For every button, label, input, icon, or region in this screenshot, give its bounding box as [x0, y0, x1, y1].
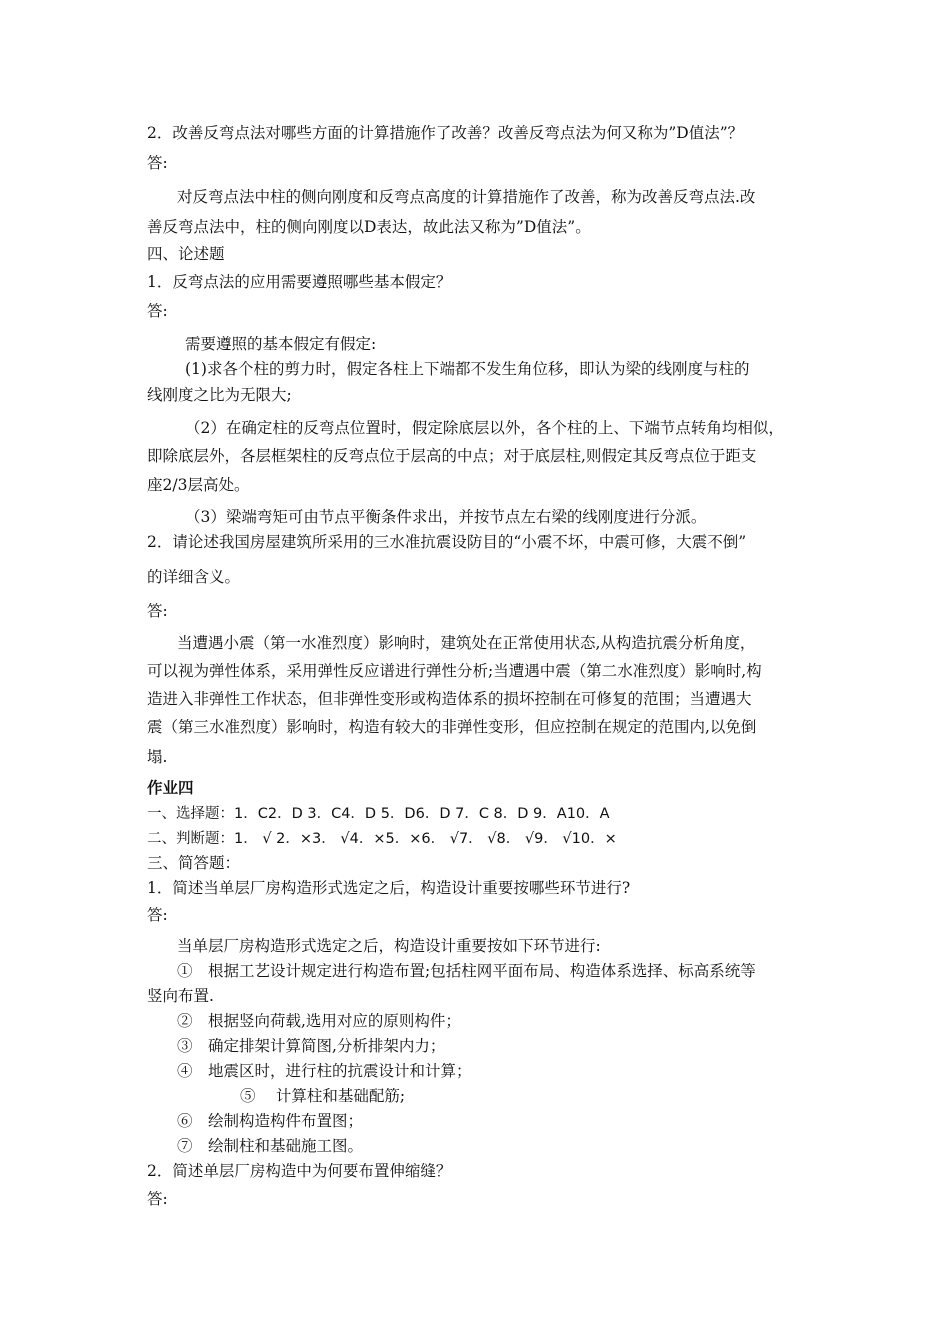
paragraph-line: 线刚度之比为无限大;: [147, 386, 292, 404]
answer-label: 答:: [147, 154, 168, 172]
list-item: ⑤ 计算柱和基础配筋;: [240, 1087, 406, 1105]
answer-label: 答:: [147, 302, 168, 320]
paragraph-line: (1)求各个柱的剪力时，假定各柱上下端都不发生角位移，即认为梁的线刚度与柱的: [185, 360, 750, 378]
paragraph-line: 震（第三水准烈度）影响时，构造有较大的非弹性变形，但应控制在规定的范围内,以免倒: [147, 718, 757, 736]
paragraph-line: 塌.: [147, 748, 168, 766]
paragraph-line: 当遭遇小震（第一水准烈度）影响时，建筑处在正常使用状态,从构造抗震分析角度，: [177, 634, 756, 652]
list-item: ③ 确定排架计算简图,分析排架内力；: [177, 1037, 446, 1055]
section-heading-homework-4: 作业四: [147, 778, 194, 797]
paragraph-line: 座2/3层高处。: [147, 476, 250, 494]
paragraph-line: 需要遵照的基本假定有假定:: [185, 335, 377, 353]
paragraph-line: 可以视为弹性体系，采用弹性反应谱进行弹性分析;当遭遇中震（第二水准烈度）影响时,构: [147, 662, 762, 680]
list-item: ② 根据竖向荷载,选用对应的原则构件；: [177, 1012, 461, 1030]
list-item: ⑥ 绘制构造构件布置图；: [177, 1112, 364, 1130]
paragraph-line: 的详细含义。: [147, 568, 241, 586]
question-title: 1．简述当单层厂房构造形式选定之后，构造设计重要按哪些环节进行?: [147, 879, 631, 897]
answer-label: 答:: [147, 906, 168, 924]
answer-label: 答:: [147, 602, 168, 620]
paragraph-line: （2）在确定柱的反弯点位置时，假定除底层以外，各个柱的上、下端节点转角均相似，: [185, 419, 784, 437]
paragraph-line: 善反弯点法中，柱的侧向刚度以D表达，故此法又称为”D值法”。: [147, 218, 591, 236]
question-2-title: 2．改善反弯点法对哪些方面的计算措施作了改善？改善反弯点法为何又称为”D值法”？: [147, 124, 744, 142]
question-title: 1．反弯点法的应用需要遵照哪些基本假定？: [147, 273, 452, 291]
judgement-answers: [147, 828, 617, 849]
question-title: 2．请论述我国房屋建筑所采用的三水准抗震设防目的“小震不坏，中震可修，大震不倒”: [147, 533, 747, 551]
list-item: ① 根据工艺设计规定进行构造布置;包括柱网平面布局、构造体系选择、标高系统等: [177, 962, 756, 980]
choice-answers: [147, 803, 610, 824]
list-item: ⑦ 绘制柱和基础施工图。: [177, 1137, 364, 1155]
paragraph-line: 对反弯点法中柱的侧向刚度和反弯点高度的计算措施作了改善，称为改善反弯点法.改: [177, 188, 756, 206]
paragraph-line: 当单层厂房构造形式选定之后，构造设计重要按如下环节进行:: [177, 937, 601, 955]
list-item-continuation: 竖向布置.: [147, 987, 214, 1005]
question-title: 2．简述单层厂房构造中为何要布置伸缩缝？: [147, 1162, 452, 1180]
choice-answers-text: 一、选择题：1．C2．D 3．C4．D 5．D6．D 7．C 8．D 9．A10．A: [147, 806, 610, 822]
list-item: ④ 地震区时，进行柱的抗震设计和计算；: [177, 1062, 472, 1080]
section-heading-3: 三、简答题：: [147, 854, 241, 872]
section-heading-4: 四、论述题: [147, 245, 225, 263]
paragraph-line: （3）梁端弯矩可由节点平衡条件求出，并按节点左右梁的线刚度进行分派。: [185, 508, 707, 526]
paragraph-line: 造进入非弹性工作状态，但非弹性变形或构造体系的损坏控制在可修复的范围；当遭遇大: [147, 690, 752, 708]
answer-label: 答:: [147, 1190, 168, 1208]
judgement-answers-text: 二、判断题：1． √ 2．×3． √4．×5．×6． √7． √8． √9． √10．×: [147, 831, 617, 847]
paragraph-line: 即除底层外，各层框架柱的反弯点位于层高的中点；对于底层柱,则假定其反弯点位于距支: [147, 447, 757, 465]
